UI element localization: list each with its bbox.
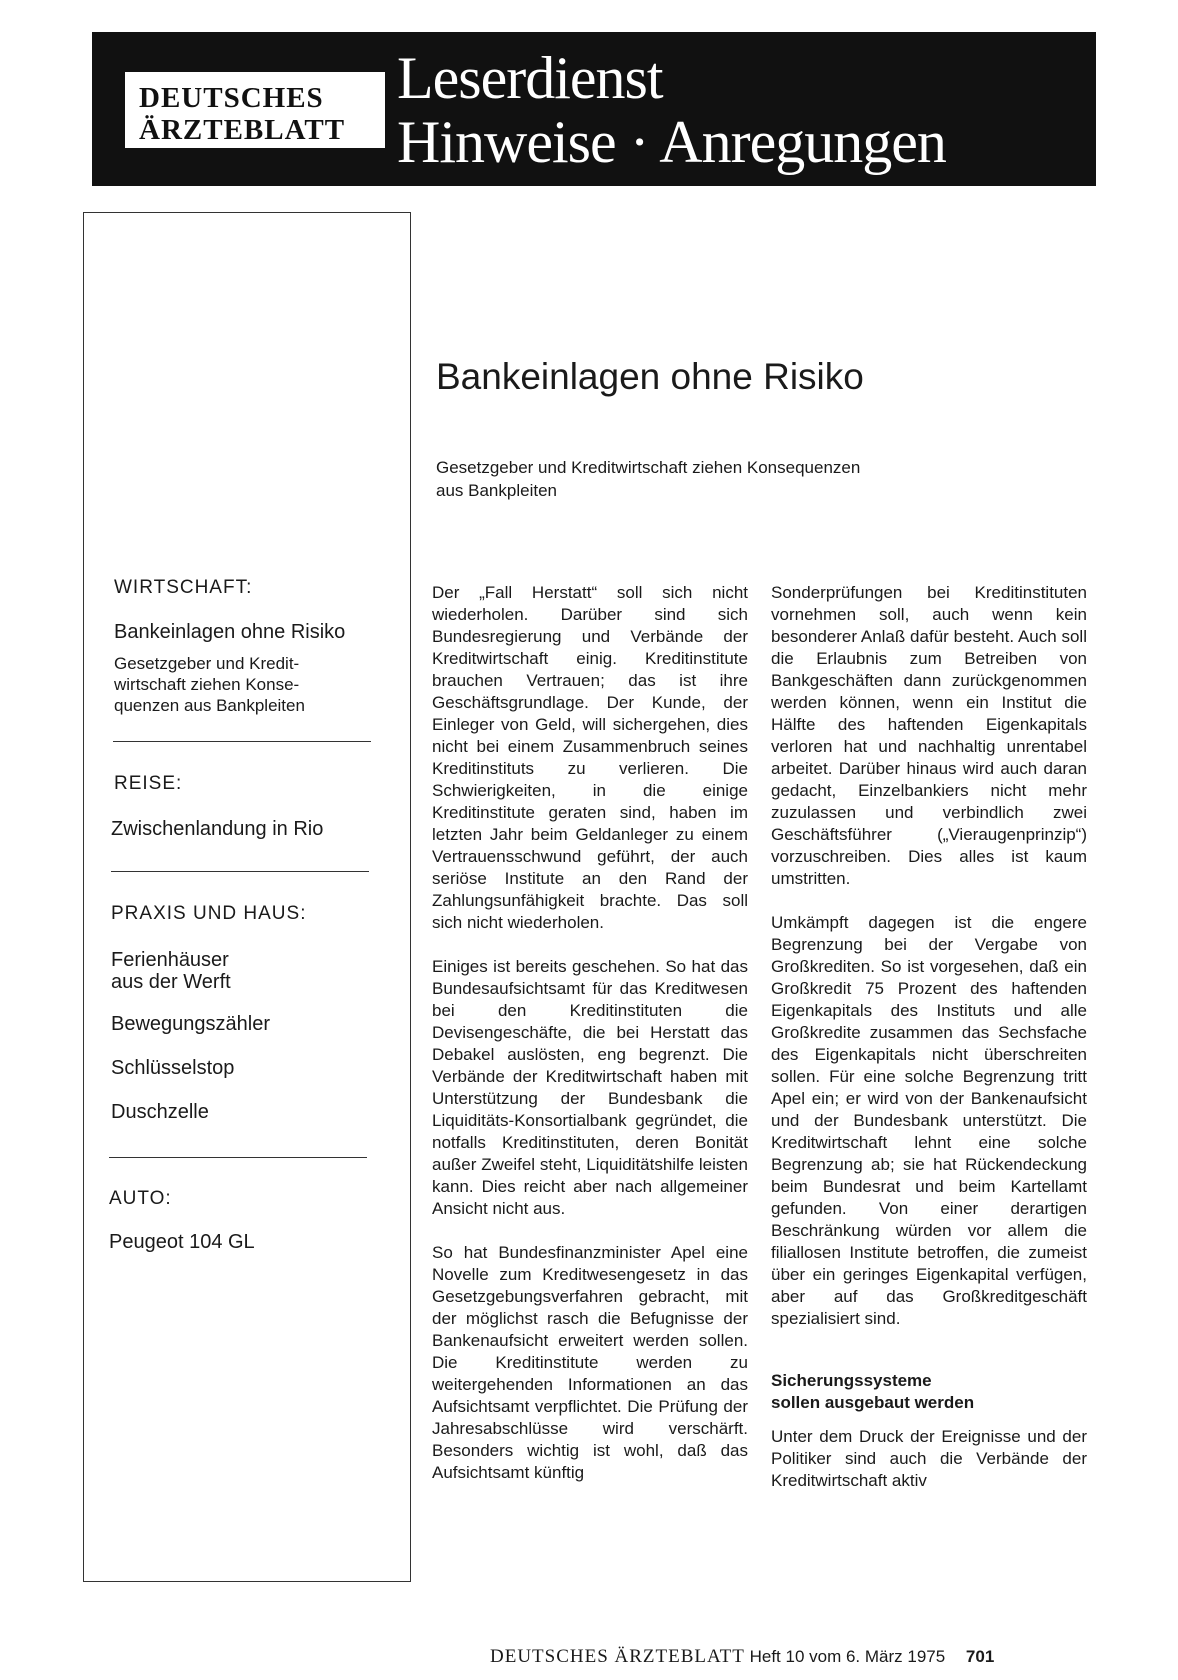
toc-item-line: Ferienhäuser <box>111 949 229 971</box>
paragraph: Sonderprüfungen bei Kreditinstituten vornehmen soll, auch wenn kein besonderer Anlaß dafür besteht. Auch soll die Erlaubnis zum Betreiben von Bankgeschäften dann zurückgenommen werden können, wenn ein Institut die Hälfte des haftenden Eigenkapitals verloren hat und nachhaltig unrentabel arbeitet. Darüber hinaus wird auch daran gedacht, Einzelbankiers nicht mehr zuzulassen und verbindlich zwei Geschäftsführer („Vieraugenprinzip“) vorzuschreiben. Dies alles ist kaum umstritten. <box>771 583 1087 888</box>
toc-item-bewegungszaehler[interactable]: Bewegungszähler <box>111 1013 270 1035</box>
paragraph: Umkämpft dagegen ist die engere Begrenzung bei der Vergabe von Großkrediten. So ist vorgesehen, daß ein Großkredit 75 Prozent des haftenden Eigenkapitals des Instituts und alle Großkredite zusammen das Sechsfache des Eigenkapitals nicht überschreiten sollen. Für eine solche Begrenzung tritt Apel ein; er wird von der Bankenaufsicht und der Bundesbank unterstützt. Die Kreditwirtschaft lehnt eine solche Begrenzung ab; sie hat Rückendeckung beim Bundesrat und beim Kartellamt gefunden. Von einer derartigen Beschränkung würden vor allem die filiallosen Institute betroffen, die zumeist über ein geringes Eigenkapital verfügen, aber auf das Großkreditgeschäft spezialisiert sind. <box>771 913 1087 1328</box>
subtitle-line: Gesetzgeber und Kreditwirtschaft ziehen Konsequenzen <box>436 458 861 477</box>
toc-heading-praxis: PRAXIS UND HAUS: <box>111 903 307 924</box>
page-footer <box>490 1646 994 1668</box>
journal-logo <box>125 72 385 148</box>
toc-item-duschzelle[interactable]: Duschzelle <box>111 1101 209 1123</box>
toc-item-rio[interactable]: Zwischenlandung in Rio <box>111 818 324 840</box>
table-of-contents <box>83 212 411 1582</box>
toc-item-ferienhaeuser[interactable] <box>111 949 231 993</box>
page-number: 701 <box>965 1647 995 1666</box>
toc-item-bankeinlagen[interactable]: Bankeinlagen ohne Risiko <box>114 621 346 643</box>
toc-heading-wirtschaft: WIRTSCHAFT: <box>114 577 253 598</box>
logo-line-2: ÄRZTEBLATT <box>139 114 346 146</box>
toc-item-schluesselstop[interactable]: Schlüsselstop <box>111 1057 235 1079</box>
section-heading <box>771 1370 1087 1414</box>
toc-heading-reise: REISE: <box>114 773 183 794</box>
article-column-1 <box>432 582 748 1506</box>
section-heading-line: sollen ausgebaut werden <box>771 1393 975 1412</box>
subtitle-line: aus Bankpleiten <box>436 481 557 500</box>
paragraph: Einiges ist bereits geschehen. So hat das Bundesaufsichtsamt für das Kreditwesen bei den Kreditinstituten die Devisengeschäfte, die bei Herstatt das Debakel auslösten, eng begrenzt. Die Verbände der Kreditwirtschaft haben mit Unterstützung der Bundesbank die Liquiditäts-Konsortialbank gegründet, die notfalls Kreditinstituten, deren Bonität außer Zweifel steht, Liquiditätshilfe leisten kann. Dies reicht aber nach allgemeiner Ansicht nicht aus. <box>432 957 748 1218</box>
header-banner <box>92 32 1096 186</box>
section-title-line-2: Hinweise · Anregungen <box>397 109 946 175</box>
toc-heading-auto: AUTO: <box>109 1188 172 1209</box>
section-heading-line: Sicherungssysteme <box>771 1371 932 1390</box>
paragraph: Unter dem Druck der Ereignisse und der Politiker sind auch die Verbände der Kreditwirtschaft aktiv <box>771 1427 1087 1490</box>
paragraph: So hat Bundesfinanzminister Apel eine Novelle zum Kreditwesengesetz in das Gesetzgebungsverfahren gebracht, mit der möglichst rasch die Befugnisse der Bankenaufsicht erweitert werden sollen. Die Kreditinstitute werden zu weitergehenden Informationen an das Aufsichtsamt verpflichtet. Die Prüfung der Jahresabschlüsse wird verschärft. Besonders wichtig ist wohl, daß das Aufsichtsamt künftig <box>432 1243 748 1482</box>
toc-item-subtitle <box>114 653 305 716</box>
logo-line-1: DEUTSCHES <box>139 82 324 114</box>
divider <box>111 871 369 872</box>
section-title-line-1: Leserdienst <box>397 45 663 111</box>
footer-issue: Heft 10 vom 6. März 1975 <box>749 1647 946 1666</box>
paragraph: Der „Fall Herstatt“ soll sich nicht wiederholen. Darüber sind sich Bundesregierung und Verbände der Kreditwirtschaft einig. Kreditinstitute brauchen Vertrauen; das ist ihre Geschäftsgrundlage. Der Kunde, der Einleger von Geld, will sichergehen, dies nicht bei einem Zusammenbruch seines Kreditinstituts zu verlieren. Die Schwierigkeiten, in die einige Kreditinstitute geraten sind, haben im letzten Jahr beim Geldanleger zu einem Vertrauensschwund geführt, der auch seriöse Institute an den Rand der Zahlungsunfähigkeit brachte. Das soll sich nicht wiederholen. <box>432 583 748 932</box>
toc-subtitle-line: wirtschaft ziehen Konse- <box>114 675 300 694</box>
section-title <box>397 46 946 174</box>
divider <box>113 741 371 742</box>
footer-journal: DEUTSCHES ÄRZTEBLATT <box>490 1646 745 1667</box>
article-subtitle <box>436 456 956 502</box>
divider <box>109 1157 367 1158</box>
toc-subtitle-line: quenzen aus Bankpleiten <box>114 696 305 715</box>
toc-item-peugeot[interactable]: Peugeot 104 GL <box>109 1231 255 1253</box>
article-title: Bankeinlagen ohne Risiko <box>436 356 864 397</box>
toc-item-line: aus der Werft <box>111 971 231 993</box>
toc-subtitle-line: Gesetzgeber und Kredit- <box>114 654 300 673</box>
article-column-2 <box>771 582 1087 1514</box>
